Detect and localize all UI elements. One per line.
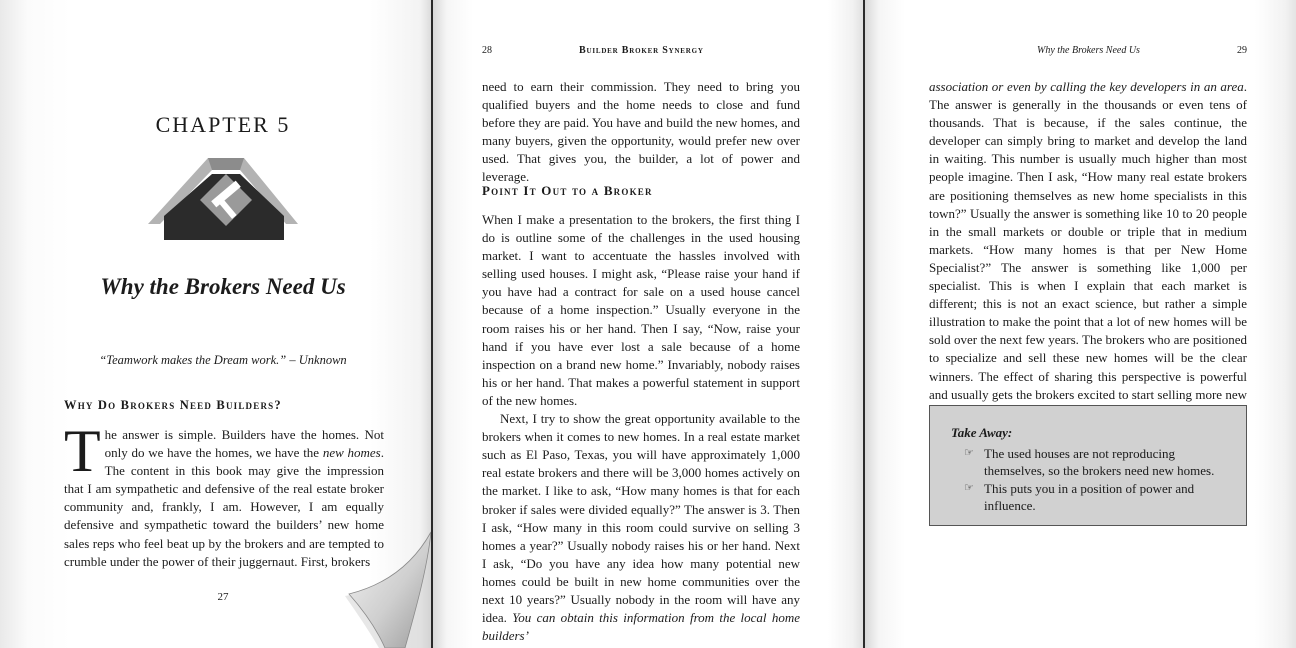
page-number: 27 [217,591,229,603]
paragraph: When I make a presentation to the brokers, the first thing I do is outline some of the challenges in the used housing market. I want to accentuate the hassles involved with selling used houses. I might ask, “Please raise your hand if you have had a contract for sale on a used house cancel because of a home inspection.” Usually everyone in the room raises his or her hand. Then I say, “Now, raise your hand if you have ever lost a sale because of a home inspection on a brand new home.” Invariably, nobody raises his or her hand. That makes a powerful statement in support of the new homes. [482,212,800,408]
section-heading: Why Do Brokers Need Builders? [64,398,282,412]
body-text [482,78,800,187]
chapter-title: Why the Brokers Need Us [100,274,346,299]
running-head-number: 29 [1237,45,1247,56]
paragraph-text: Next, I try to show the great opportunity available to the brokers when it comes to new homes. In a real estate market such as El Paso, Texas, you will have approximately 1,000 real estate brokers and there will be 3,000 homes actively on the market. I like to ask, “How many homes is that for each broker if sales were divided equally?” The answer is 3. Then I ask, “How many in this room could survive on selling 3 homes a year?” Usually nobody raises his or her hand. Next I ask, “Do you have any idea how many potential new homes could be built in new home communities over the next 10 years?” Usually nobody in the room will have any idea. [482,411,800,626]
body-text [64,418,384,571]
house-hammer-icon [148,154,298,244]
takeaway-item-text: The used houses are not reproducing themselves, so the brokers need new homes. [984,446,1215,478]
running-head-title: Why the Brokers Need Us [1037,45,1140,56]
body-emphasis: new homes [322,445,381,461]
body-intro: he answer is simple. Builders have the homes. Not only do we have the homes, we have the [104,427,384,461]
running-head-number: 28 [482,45,492,56]
takeaway-box [929,405,1247,526]
paragraph-italic: You can obtain this information from the local home builders’ [482,610,800,644]
pointing-hand-icon: ☞ [964,482,974,494]
takeaway-item-text: This puts you in a position of power and influence. [984,481,1195,513]
body-rest: . The content in this book may give the impression that I am sympathetic and defensive of the real estate broker community and, frankly, I am. However, I am equally defensive and sympathetic toward the builders’ new home sales reps who feel beat up by the brokers and are tempted to crumble under the power of their juggernaut. First, brokers [64,445,384,569]
body-text [929,78,1247,422]
chapter-label: CHAPTER 5 [155,112,291,137]
pointing-hand-icon: ☞ [964,447,974,459]
running-head-title: Builder Broker Synergy [579,45,704,56]
paragraph [482,410,800,645]
takeaway-list [964,445,1232,515]
italic-lead: association or even by calling the key developers in an area [929,79,1244,94]
takeaway-item [964,445,1232,479]
drop-cap: T [64,418,101,484]
section-heading: Point It Out to a Broker [482,183,653,198]
takeaway-item [964,480,1232,514]
paragraph: need to earn their commission. They need to bring you qualified buyers and the home needs to close and fund before they are paid. You have and build the new homes, and many buyers, given the opportunity, would prefer new over used. That gives you, the builder, a lot of power and leverage. [482,79,800,185]
page-curl-icon[interactable] [345,530,431,648]
paragraph-text: . The answer is generally in the thousands or even tens of thousands. That is because, if the sales continue, the developer can simply bring to market and develop the land in waiting. This number is usually much higher than most people imagine. Then I ask, “How many real estate brokers are positioning themselves as new home specialists in this town?” Usually the answer is something like 10 to 20 people in the small markets or double or triple that in medium markets. “How many homes is that per New Home Specialist?” The answer is something like 1,000 per specialist. This is when I explain that each market is different; this is not an exact science, but rather a simple illustration to make the point that a lot of new homes will be sold over the next few years. The brokers who are positioned to specialize and sell these new homes will be the clear winners. The effect of sharing this perspective is powerful and usually gets the brokers excited to start selling more new [929,79,1247,402]
left-page [0,0,431,648]
middle-page [433,0,863,648]
epigraph-quote: “Teamwork makes the Dream work.” – Unknown [99,353,347,367]
body-text [482,211,800,645]
right-page [865,0,1296,648]
takeaway-title: Take Away: [951,425,1013,440]
